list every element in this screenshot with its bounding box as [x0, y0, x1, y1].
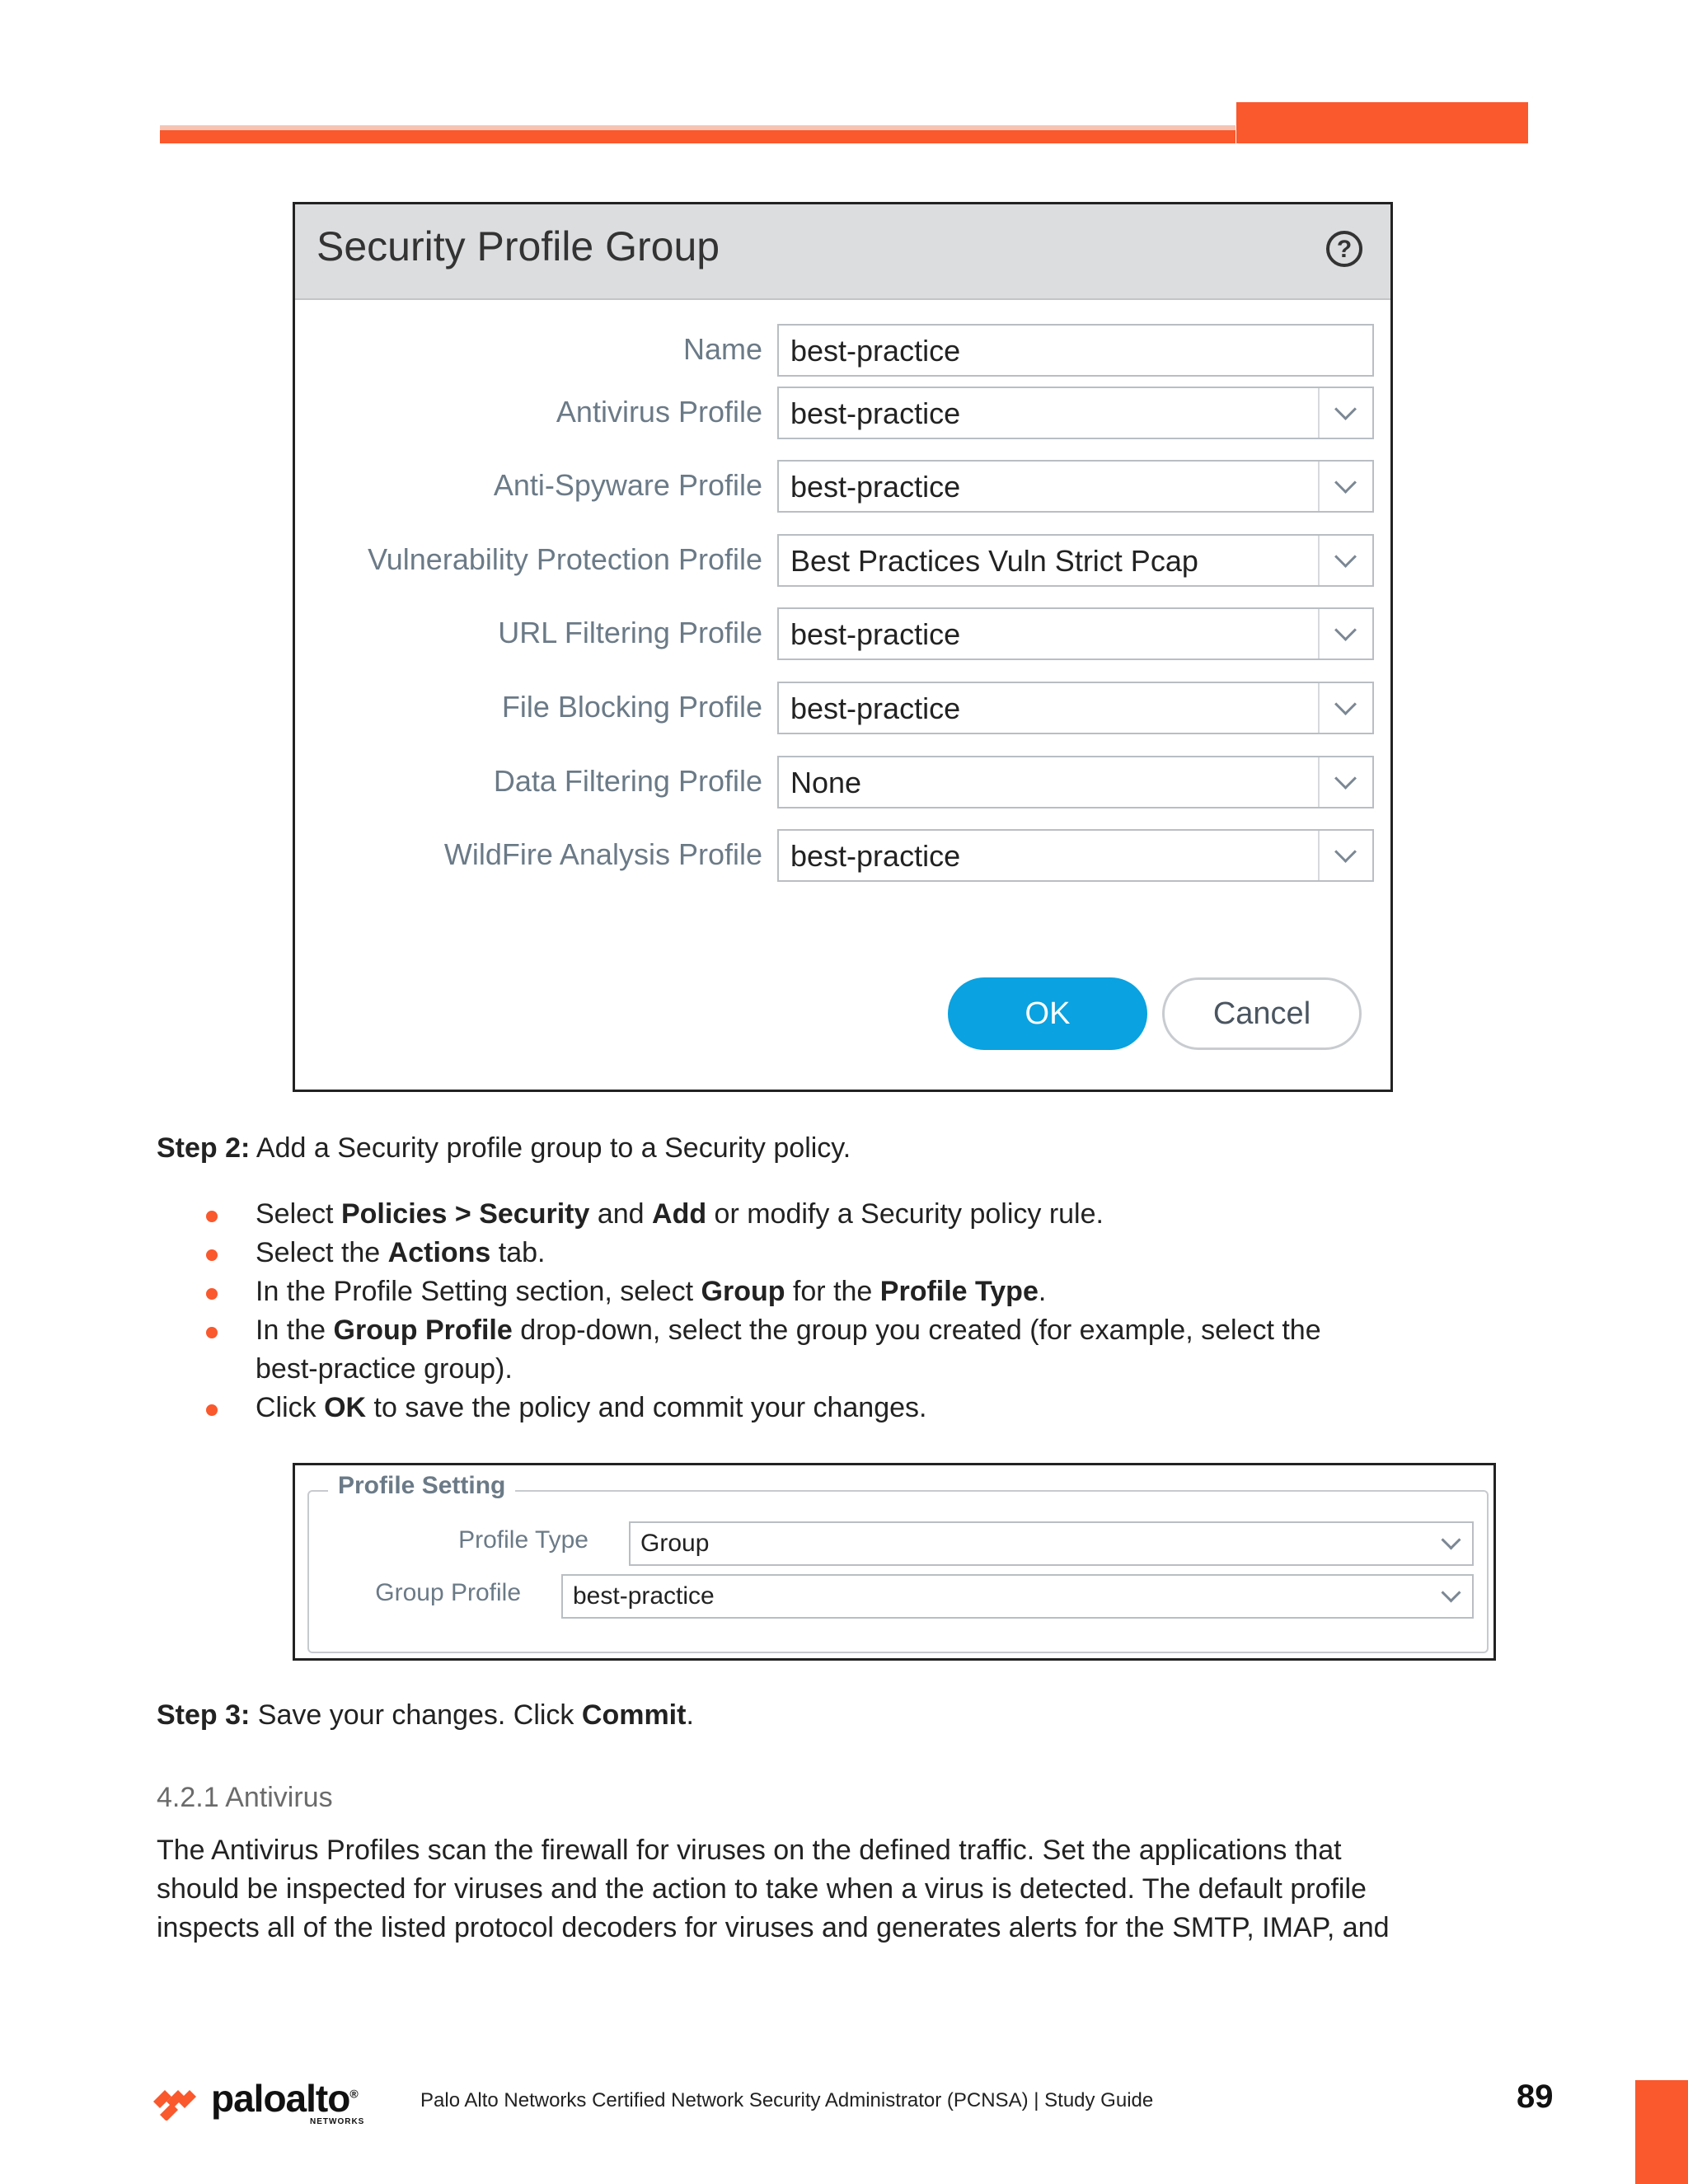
bullet-text: Select the: [256, 1237, 388, 1268]
paragraph-line: should be inspected for viruses and the action to take when a virus is detected. The default profile: [157, 1873, 1367, 1905]
profile-type-select[interactable]: [629, 1521, 1474, 1566]
anti-spyware-profile-value: best-practice: [790, 470, 961, 504]
list-item: [206, 1195, 1321, 1234]
chevron-down-icon[interactable]: [1318, 462, 1372, 511]
bullet-text: Select: [256, 1198, 341, 1230]
wildfire-analysis-profile-value: best-practice: [790, 839, 961, 873]
step3-label: Step 3:: [157, 1699, 251, 1731]
name-value: best-practice: [790, 334, 961, 368]
bullet-text: In the: [256, 1315, 334, 1346]
steps-bullet-list: [206, 1195, 1321, 1427]
chevron-down-icon[interactable]: [1431, 1576, 1472, 1617]
page-number: 89: [1517, 2079, 1554, 2115]
group-profile-label: Group Profile: [375, 1579, 521, 1606]
chevron-down-icon[interactable]: [1318, 831, 1372, 880]
paloalto-logo: [153, 2077, 376, 2126]
profile-type-value: Group: [640, 1530, 710, 1557]
bullet-bold: Group: [701, 1276, 785, 1307]
bullet-bold: Add: [652, 1198, 707, 1230]
bullet-text: tab.: [490, 1237, 546, 1268]
chevron-down-icon[interactable]: [1431, 1523, 1472, 1564]
header-accent-block: [1236, 102, 1528, 143]
bullet-text: for the: [785, 1276, 880, 1307]
bullet-text: best-practice group).: [256, 1353, 513, 1385]
list-item: [206, 1389, 1321, 1427]
vulnerability-protection-profile-value: Best Practices Vuln Strict Pcap: [790, 544, 1198, 578]
logo-wordmark: [211, 2076, 358, 2121]
bullet-text: or modify a Security policy rule.: [706, 1198, 1104, 1230]
profile-setting-panel: [293, 1463, 1496, 1661]
bullet-bold: Group Profile: [333, 1315, 513, 1346]
data-filtering-profile-value: None: [790, 766, 862, 799]
wildfire-analysis-profile-label: WildFire Analysis Profile: [443, 837, 762, 871]
step2-label: Step 2:: [157, 1132, 251, 1164]
profile-type-label: Profile Type: [458, 1526, 588, 1554]
anti-spyware-profile-select[interactable]: [777, 460, 1374, 513]
list-item: [206, 1234, 1321, 1272]
url-filtering-profile-select[interactable]: [777, 607, 1374, 660]
antivirus-profile-select[interactable]: [777, 387, 1374, 439]
bullet-text: .: [1038, 1276, 1047, 1307]
chevron-down-icon[interactable]: [1318, 536, 1372, 585]
logo-text: paloalto: [211, 2077, 350, 2120]
name-label: Name: [682, 332, 762, 366]
bullet-text: and: [589, 1198, 653, 1230]
data-filtering-profile-row: [295, 756, 1390, 808]
bullet-bold: Actions: [387, 1237, 491, 1268]
group-profile-select[interactable]: [561, 1574, 1474, 1619]
footer-title: Palo Alto Networks Certified Network Security Administrator (PCNSA) | Study Guide: [420, 2089, 1154, 2111]
name-row: [295, 324, 1390, 377]
list-item: [206, 1272, 1321, 1311]
registered-mark: ®: [349, 2087, 358, 2101]
paloalto-logo-mark-icon: [153, 2083, 206, 2121]
bullet-bold: Profile Type: [879, 1276, 1039, 1307]
step3-text: .: [686, 1699, 694, 1731]
file-blocking-profile-select[interactable]: [777, 682, 1374, 734]
dialog-header: [295, 204, 1390, 300]
wildfire-analysis-profile-select[interactable]: [777, 829, 1374, 882]
antivirus-profile-label: Antivirus Profile: [556, 395, 762, 429]
section-heading: 4.2.1 Antivirus: [157, 1782, 333, 1813]
help-icon[interactable]: ?: [1326, 231, 1362, 267]
chevron-down-icon[interactable]: [1318, 388, 1372, 438]
header-bar: [160, 130, 1236, 143]
antivirus-profile-row: [295, 387, 1390, 439]
ok-button[interactable]: OK: [948, 977, 1147, 1050]
security-profile-group-dialog: [293, 202, 1393, 1092]
url-filtering-profile-value: best-practice: [790, 617, 961, 651]
bullet-text: In the Profile Setting section, select: [256, 1276, 701, 1307]
chevron-down-icon[interactable]: [1318, 609, 1372, 658]
group-profile-value: best-practice: [573, 1582, 715, 1610]
profile-setting-legend: Profile Setting: [328, 1472, 515, 1500]
anti-spyware-profile-label: Anti-Spyware Profile: [493, 468, 762, 502]
chevron-down-icon[interactable]: [1318, 757, 1372, 807]
bullet-bold: Policies > Security: [340, 1198, 590, 1230]
chevron-down-icon[interactable]: [1318, 683, 1372, 733]
logo-subtext: NETWORKS: [310, 2117, 365, 2126]
bullet-bold: OK: [324, 1392, 367, 1423]
step3-paragraph: [157, 1699, 694, 1732]
cancel-button[interactable]: Cancel: [1162, 977, 1362, 1050]
name-input[interactable]: [777, 324, 1374, 377]
vulnerability-protection-profile-row: [295, 534, 1390, 587]
url-filtering-profile-label: URL Filtering Profile: [498, 616, 762, 649]
step2-paragraph: [157, 1132, 851, 1165]
bullet-text: drop-down, select the group you created (for example, select the: [512, 1315, 1321, 1346]
data-filtering-profile-label: Data Filtering Profile: [493, 764, 762, 798]
file-blocking-profile-value: best-practice: [790, 691, 961, 725]
profile-setting-fieldset: [307, 1490, 1489, 1653]
antivirus-paragraph: [157, 1831, 1525, 1947]
step3-bold: Commit: [581, 1699, 687, 1731]
antivirus-profile-value: best-practice: [790, 396, 961, 430]
vulnerability-protection-profile-select[interactable]: [777, 534, 1374, 587]
wildfire-analysis-profile-row: [295, 829, 1390, 882]
footer-accent-tab: [1635, 2080, 1688, 2184]
step3-text: Save your changes. Click: [250, 1699, 582, 1731]
bullet-text: Click: [256, 1392, 325, 1423]
paragraph-line: inspects all of the listed protocol decoders for viruses and generates alerts for the SMTP, IMAP, and: [157, 1912, 1390, 1943]
paragraph-line: The Antivirus Profiles scan the firewall for viruses on the defined traffic. Set the applications that: [157, 1835, 1342, 1866]
step2-text: Add a Security profile group to a Security policy.: [250, 1132, 851, 1164]
data-filtering-profile-select[interactable]: [777, 756, 1374, 808]
file-blocking-profile-row: [295, 682, 1390, 734]
dialog-title: Security Profile Group: [316, 223, 720, 269]
vulnerability-protection-profile-label: Vulnerability Protection Profile: [368, 542, 762, 576]
file-blocking-profile-label: File Blocking Profile: [501, 690, 762, 724]
anti-spyware-profile-row: [295, 460, 1390, 513]
bullet-text: to save the policy and commit your changes.: [366, 1392, 927, 1423]
list-item: [206, 1311, 1321, 1389]
url-filtering-profile-row: [295, 607, 1390, 660]
